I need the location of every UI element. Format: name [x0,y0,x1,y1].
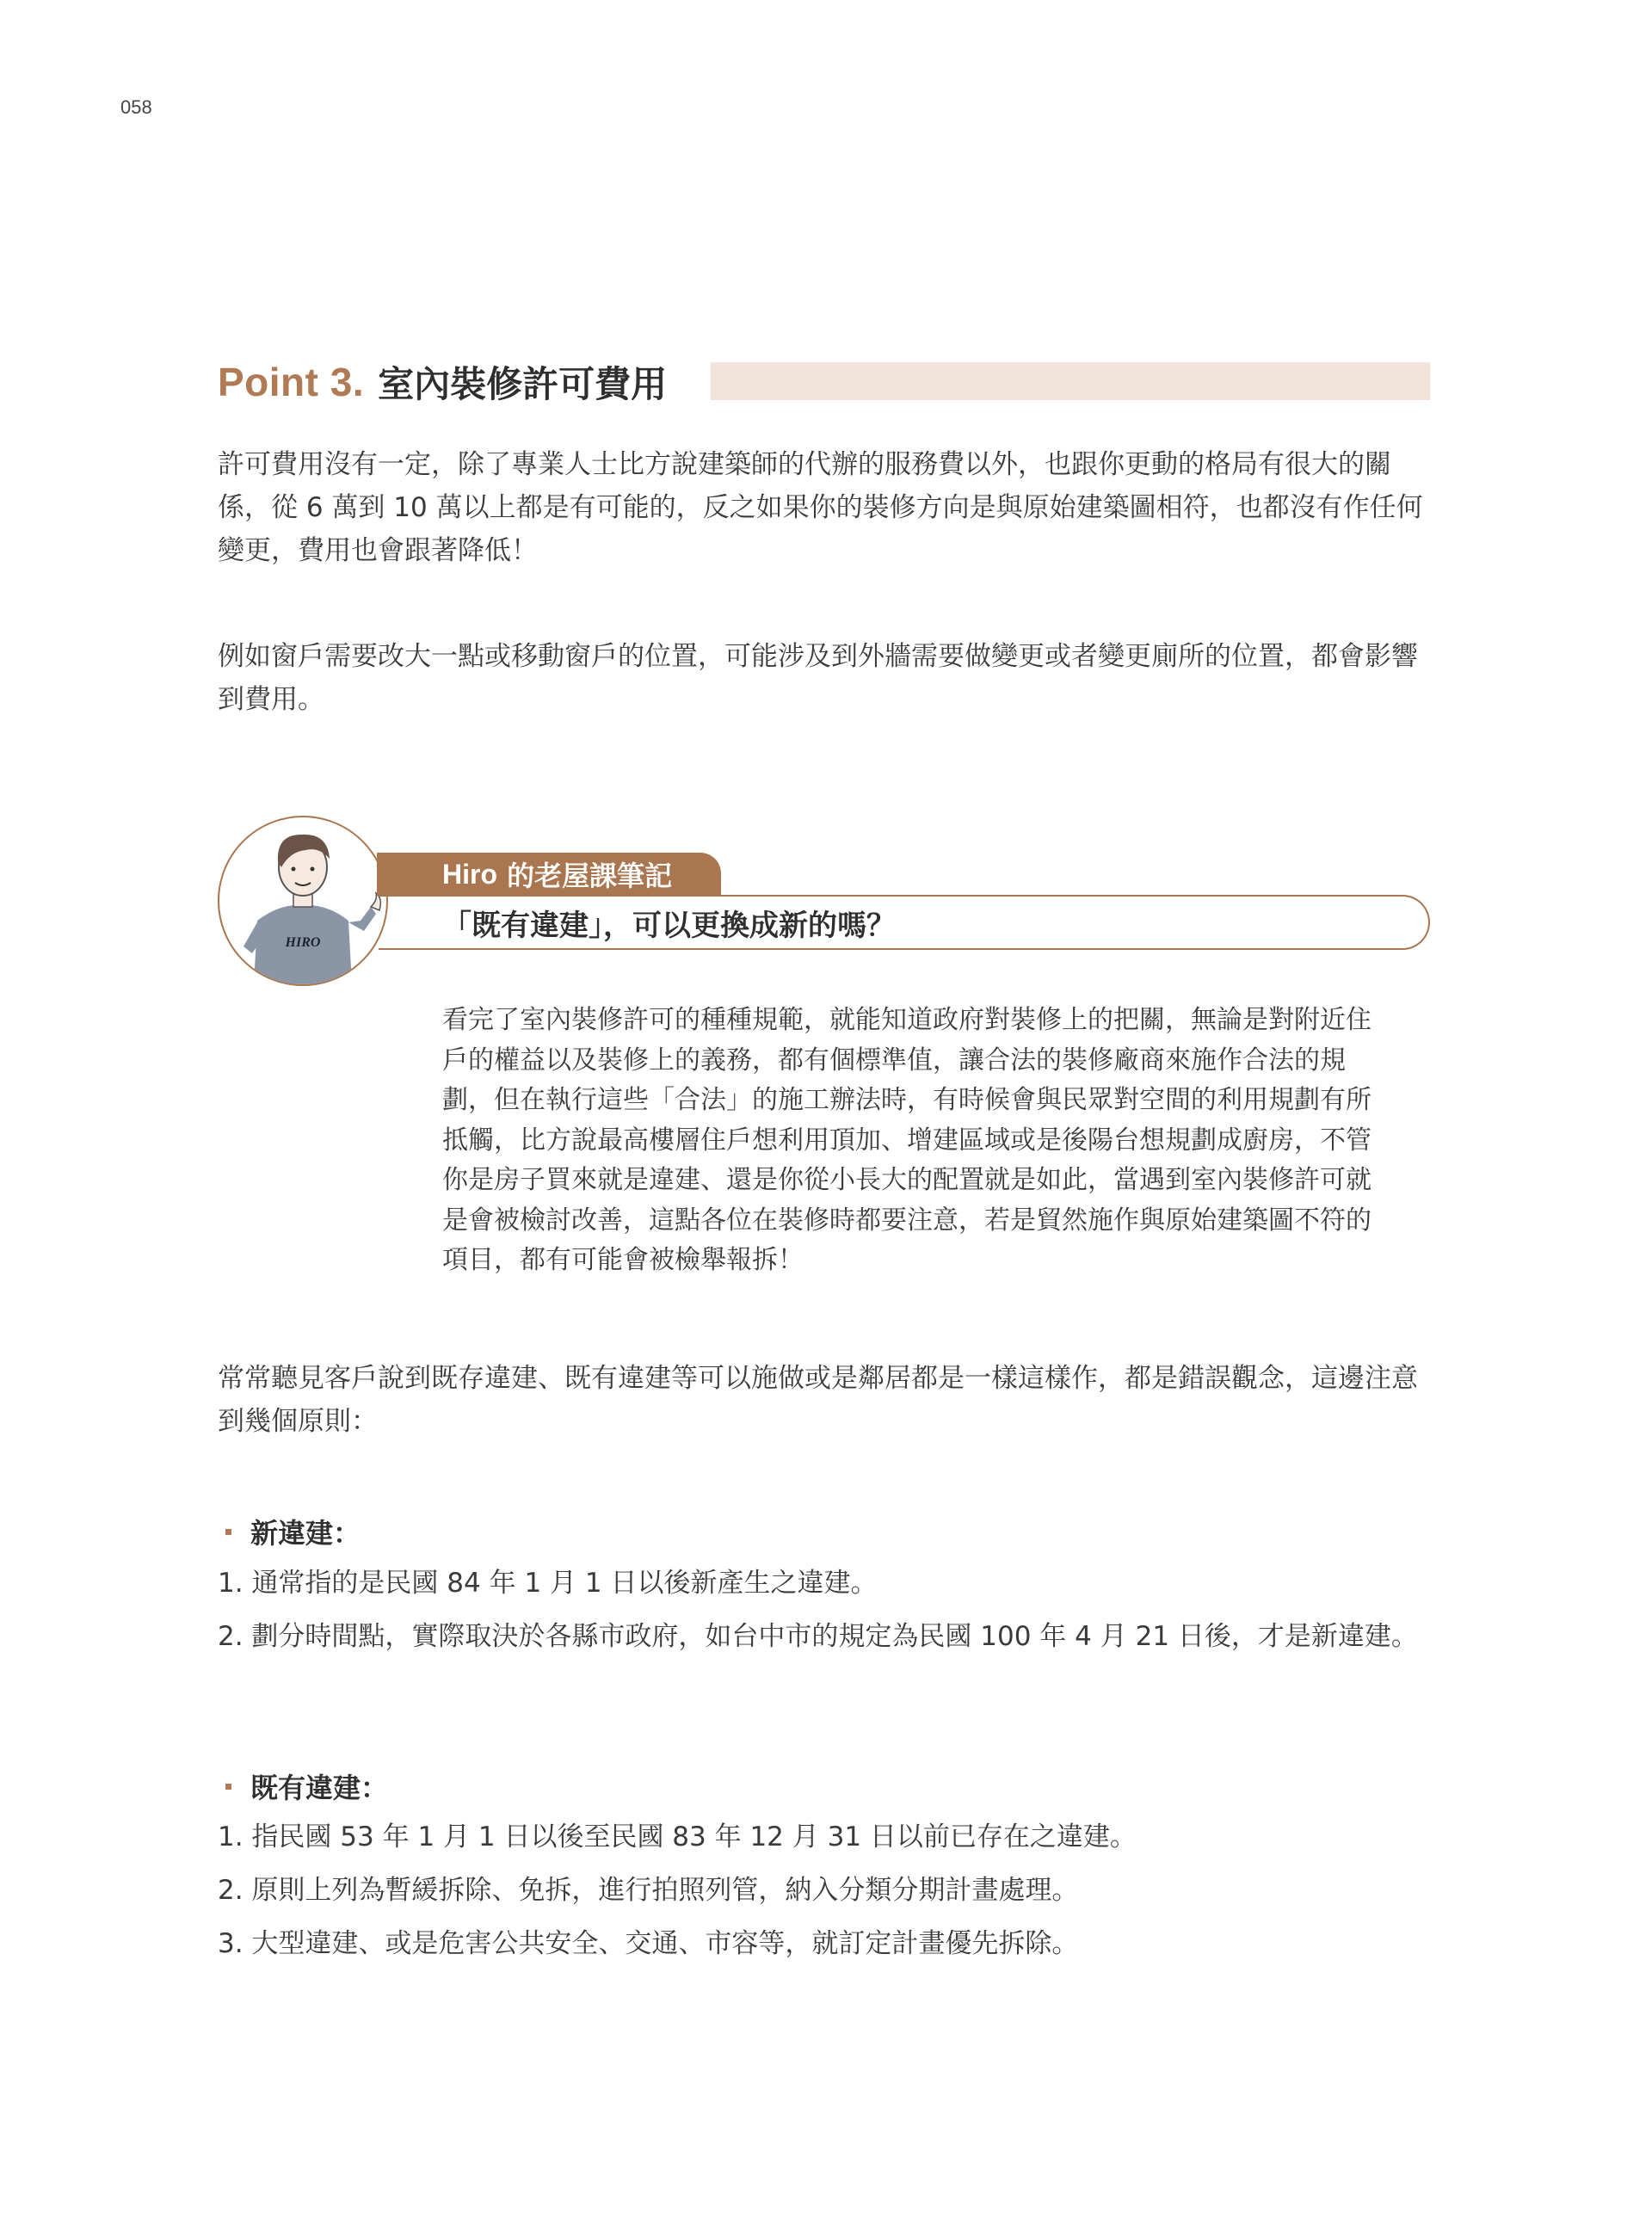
list-item: 3. 大型違建、或是危害公共安全、交通、市容等，就訂定計畫優先拆除。 [218,1928,1079,1959]
point-title: 室內裝修許可費用 [378,363,668,405]
shirt-text: HIRO [285,935,321,950]
note-tab-label: 的老屋課筆記 [497,860,673,892]
note-question-text: 「既有違建」，可以更換成新的嗎？ [442,908,896,943]
title-decor-bar [711,362,1430,400]
list-item: 2. 原則上列為暫緩拆除、免拆，進行拍照列管，納入分類分期計畫處理。 [218,1875,1079,1906]
note-tab [377,853,721,896]
note-body: 看完了室內裝修許可的種種規範，就能知道政府對裝修上的把關，無論是對附近住戶的權益以及裝修上的義務，都有個標準值，讓合法的裝修廠商來施作合法的規劃，但在執行這些「合法」的施工辦法時，有時候會與民眾對空間的利用規劃有所抵觸，比方說最高樓層住戶想利用頂加、增建區域或是後陽台想規劃成廚房，不管你是房子買來就是違建、還是你從小長大的配置就是如此，當遇到室內裝修許可就是會被檢討改善，這點各位在裝修時都要注意，若是貿然施作與原始建築圖不符的項目，都有可能會被檢舉報拆！ [442,1005,1372,1275]
new-violation-list [218,1562,1431,1658]
bullet-square-icon [225,1784,231,1790]
bullet-square-icon [225,1529,231,1535]
section-title [218,356,667,408]
list-item: 1. 指民國 53 年 1 月 1 日以後至民國 83 年 12 月 31 日以前已存在之違建。 [218,1821,1137,1852]
point-label: Point 3. [218,360,365,404]
page-number: 058 [120,96,152,118]
new-violation-heading: 新違建： [225,1512,361,1551]
list-item: 1. 通常指的是民國 84 年 1 月 1 日以後新產生之違建。 [218,1568,878,1599]
existing-violation-heading: 既有違建： [225,1766,388,1806]
closing-paragraph: 常常聽見客戶說到既存違建、既有違建等可以施做或是鄰居都是一樣這樣作，都是錯誤觀念，這邊注意到幾個原則： [218,1363,1418,1437]
intro-paragraph-1: 許可費用沒有一定，除了專業人士比方說建築師的代辦的服務費以外，也跟你更動的格局有很大的關係，從 6 萬到 10 萬以上都是有可能的，反之如果你的裝修方向是與原始建築圖相符，也都沒有作任何變更，費用也會跟著降低！ [218,449,1423,566]
intro-paragraph-2: 例如窗戶需要改大一點或移動窗戶的位置，可能涉及到外牆需要做變更或者變更廁所的位置，都會影響到費用。 [218,641,1418,715]
note-question [379,895,1430,950]
note-tab-brand: Hiro [442,858,497,890]
existing-violation-list [218,1815,1431,1965]
hiro-avatar [218,816,388,986]
hiro-illustration-icon [219,817,386,984]
list-item: 2. 劃分時間點，實際取決於各縣市政府，如台中市的規定為民國 100 年 4 月 21 日後，才是新違建。 [218,1621,1418,1652]
